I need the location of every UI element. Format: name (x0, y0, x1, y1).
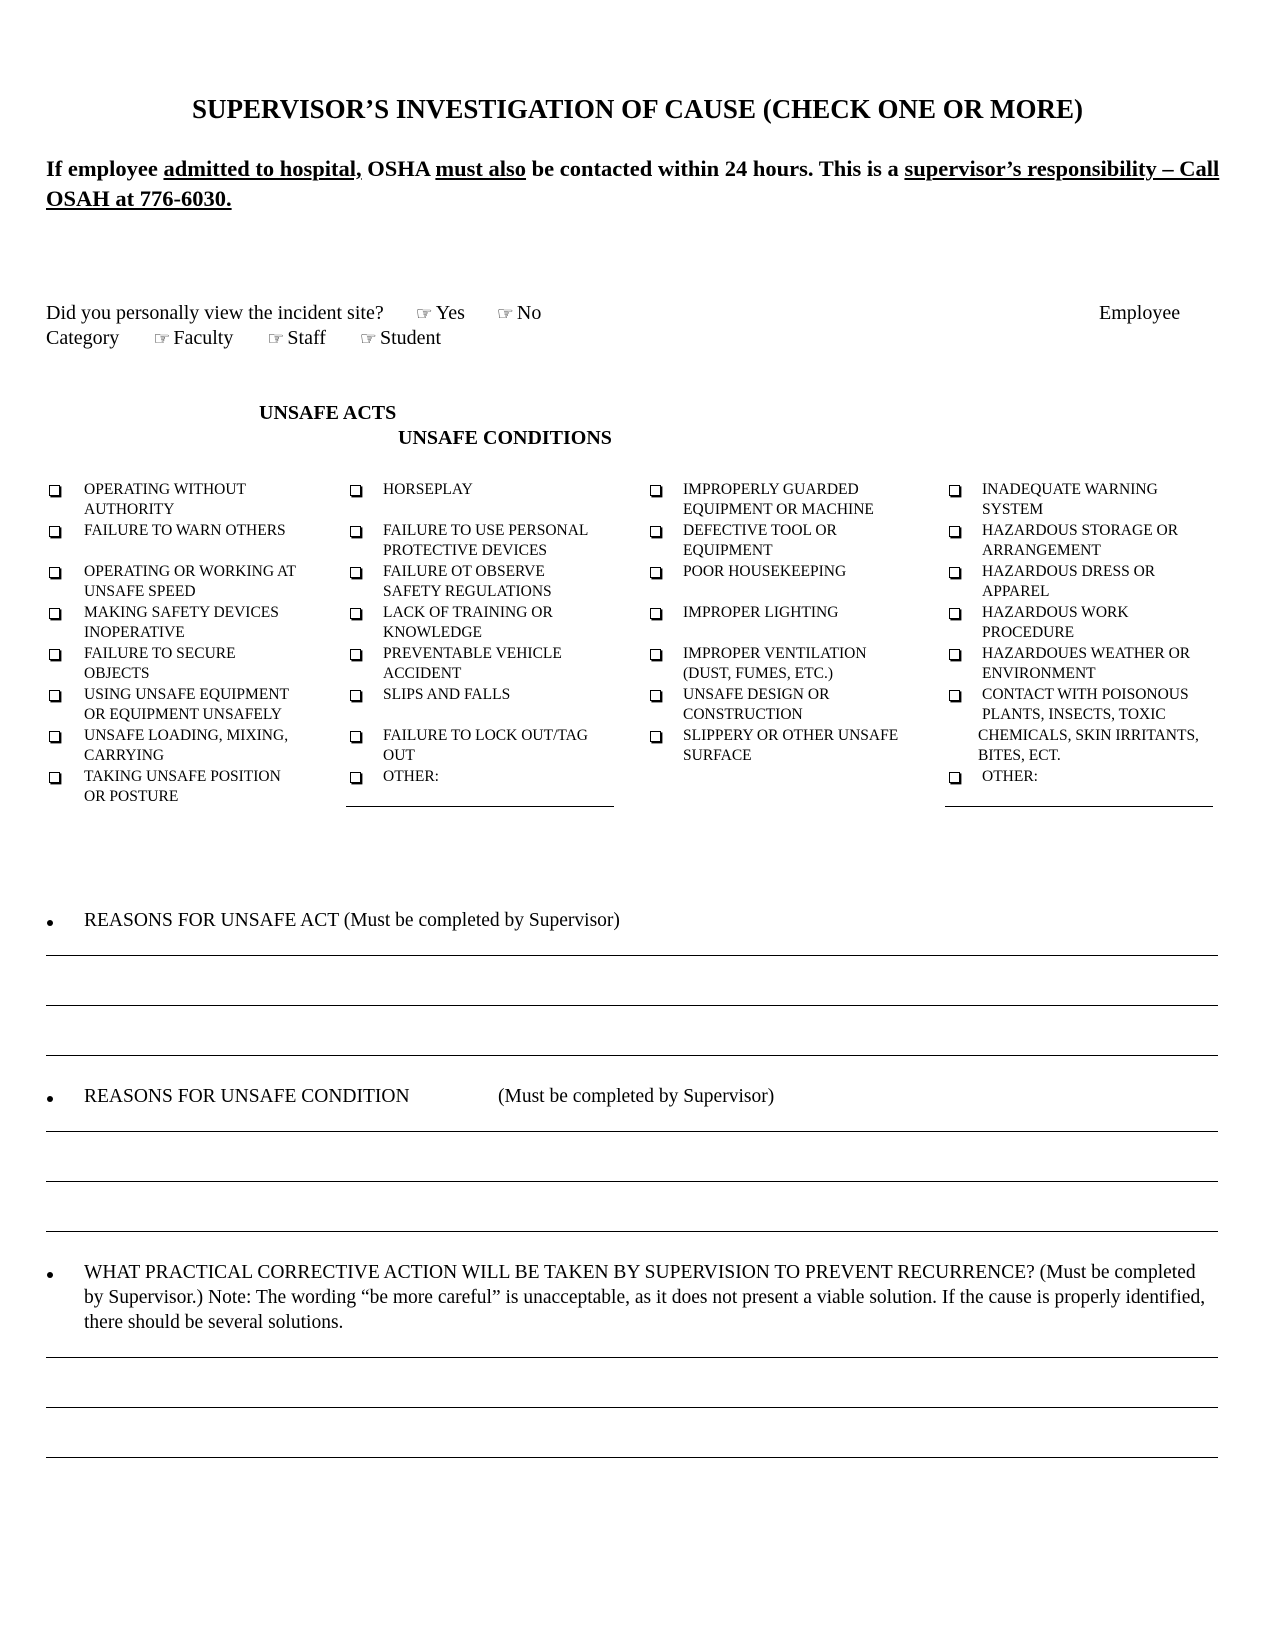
checklist-item: HORSEPLAY (383, 481, 473, 498)
option-label: Staff (287, 327, 326, 349)
checklist-item: INADEQUATE WARNING SYSTEM (982, 481, 1158, 518)
checklist-item: OPERATING OR WORKING AT UNSAFE SPEED (84, 563, 296, 600)
checklist-item: HAZARDOUS DRESS OR APPAREL (982, 563, 1156, 600)
checklist-item: UNSAFE DESIGN OR CONSTRUCTION (683, 686, 830, 723)
hospital-notice (46, 154, 1236, 214)
checkbox[interactable] (650, 567, 661, 578)
hand-pointer-icon: ☞ (359, 329, 377, 350)
reasons-condition-line[interactable] (46, 1181, 1218, 1182)
checkbox[interactable] (49, 485, 60, 496)
form-title: SUPERVISOR’S INVESTIGATION OF CAUSE (CHECK ONE OR MORE) (192, 94, 1083, 124)
checkbox[interactable] (49, 731, 60, 742)
bullet (47, 1272, 53, 1278)
checklist-item: UNSAFE LOADING, MIXING, CARRYING (84, 727, 289, 764)
unsafe-conditions-heading: UNSAFE CONDITIONS (398, 427, 612, 449)
checklist-item-continuation: CHEMICALS, SKIN IRRITANTS, BITES, ECT. (978, 727, 1199, 764)
checkbox[interactable] (650, 649, 661, 660)
corrective-action-line[interactable] (46, 1457, 1218, 1458)
checkbox[interactable] (650, 690, 661, 701)
reasons-condition-line[interactable] (46, 1131, 1218, 1132)
notice-underlined-text: must also (435, 156, 527, 181)
bullet (47, 920, 53, 926)
notice-underlined-text: supervisor’s responsibility – Call OSAH at 776-6030. (46, 156, 1220, 211)
reasons-condition-line[interactable] (46, 1231, 1218, 1232)
corrective-action-line[interactable] (46, 1407, 1218, 1408)
notice-text: If employee (46, 156, 164, 181)
site-view-no-option[interactable] (497, 302, 542, 324)
checklist-item: TAKING UNSAFE POSITION OR POSTURE (84, 768, 281, 805)
checkbox[interactable] (350, 567, 361, 578)
checkbox[interactable] (350, 649, 361, 660)
checkbox[interactable] (949, 772, 960, 783)
option-label: Yes (435, 302, 465, 324)
other-acts-blank-line[interactable] (346, 806, 614, 807)
site-view-row (46, 302, 541, 325)
checkbox[interactable] (650, 526, 661, 537)
checklist-item: OPERATING WITHOUT AUTHORITY (84, 481, 247, 518)
checkbox[interactable] (49, 526, 60, 537)
checkbox[interactable] (949, 485, 960, 496)
site-view-question: Did you personally view the incident site? (46, 302, 384, 324)
checklist-item: CONTACT WITH POISONOUS PLANTS, INSECTS, TOXIC (982, 686, 1189, 723)
checkbox[interactable] (350, 526, 361, 537)
option-label: Faculty (173, 327, 234, 349)
checkbox[interactable] (949, 649, 960, 660)
checkbox[interactable] (350, 690, 361, 701)
checklist-item: SLIPPERY OR OTHER UNSAFE SURFACE (683, 727, 899, 764)
checklist-item: LACK OF TRAINING OR KNOWLEDGE (383, 604, 553, 641)
hand-pointer-icon: ☞ (153, 329, 171, 350)
checklist-item: HAZARDOUS WORK PROCEDURE (982, 604, 1129, 641)
checklist-item: SLIPS AND FALLS (383, 686, 511, 703)
hand-pointer-icon: ☞ (267, 329, 285, 350)
option-label: Student (379, 327, 442, 349)
checklist-item: FAILURE TO WARN OTHERS (84, 522, 286, 539)
checkbox[interactable] (350, 608, 361, 619)
unsafe-acts-heading: UNSAFE ACTS (259, 402, 397, 424)
checkbox[interactable] (650, 608, 661, 619)
checklist-item: IMPROPERLY GUARDED EQUIPMENT OR MACHINE (683, 481, 874, 518)
checkbox[interactable] (49, 772, 60, 783)
bullet (47, 1096, 53, 1102)
checklist-item: PREVENTABLE VEHICLE ACCIDENT (383, 645, 562, 682)
checklist-item: FAILURE TO LOCK OUT/TAG OUT (383, 727, 588, 764)
checklist-item: HAZARDOUS STORAGE OR ARRANGEMENT (982, 522, 1179, 559)
category-staff-option[interactable] (267, 327, 326, 349)
checkbox[interactable] (350, 731, 361, 742)
category-row (46, 327, 441, 350)
checklist-item: OTHER: (383, 768, 439, 785)
hand-pointer-icon: ☞ (496, 304, 514, 325)
checkbox[interactable] (350, 485, 361, 496)
checkbox[interactable] (949, 608, 960, 619)
checklist-item: POOR HOUSEKEEPING (683, 563, 847, 580)
corrective-action-line[interactable] (46, 1357, 1218, 1358)
checkbox[interactable] (350, 772, 361, 783)
reasons-condition-label: REASONS FOR UNSAFE CONDITION (84, 1086, 410, 1107)
reasons-act-line[interactable] (46, 955, 1218, 956)
checklist-item: FAILURE TO USE PERSONAL PROTECTIVE DEVICES (383, 522, 589, 559)
hand-pointer-icon: ☞ (415, 304, 433, 325)
checklist-item: HAZARDOUES WEATHER OR ENVIRONMENT (982, 645, 1191, 682)
reasons-act-line[interactable] (46, 1005, 1218, 1006)
site-view-yes-option[interactable] (416, 302, 465, 324)
notice-underlined-text: admitted to hospital, (163, 156, 362, 181)
checklist-item: IMPROPER LIGHTING (683, 604, 839, 621)
category-student-option[interactable] (360, 327, 441, 349)
checklist-item: FAILURE TO SECURE OBJECTS (84, 645, 236, 682)
category-label: Category (46, 327, 120, 349)
checklist-item: MAKING SAFETY DEVICES INOPERATIVE (84, 604, 279, 641)
checkbox[interactable] (949, 690, 960, 701)
other-conditions-blank-line[interactable] (945, 806, 1213, 807)
category-faculty-option[interactable] (153, 327, 233, 349)
checklist-item: OTHER: (982, 768, 1038, 785)
option-label: No (516, 302, 542, 324)
checkbox[interactable] (49, 649, 60, 660)
reasons-act-label: REASONS FOR UNSAFE ACT (Must be completed by Supervisor) (84, 910, 620, 931)
checkbox[interactable] (49, 608, 60, 619)
checkbox[interactable] (650, 485, 661, 496)
notice-text: be contacted within 24 hours. This is a (526, 156, 905, 181)
checkbox[interactable] (49, 567, 60, 578)
checklist-item: IMPROPER VENTILATION (DUST, FUMES, ETC.) (683, 645, 867, 682)
checkbox[interactable] (650, 731, 661, 742)
reasons-act-line[interactable] (46, 1055, 1218, 1056)
corrective-action-label: WHAT PRACTICAL CORRECTIVE ACTION WILL BE TAKEN BY SUPERVISION TO PREVENT RECURRENCE? (Must be completed by Supervisor.) Note: The wording “be more careful” is unacceptable, as it does not present a viable solution. If the cause is properly identified, there should be several solutions. (84, 1262, 1206, 1333)
checklist-item: DEFECTIVE TOOL OR EQUIPMENT (683, 522, 837, 559)
checkbox[interactable] (949, 567, 960, 578)
checkbox[interactable] (949, 526, 960, 537)
checkbox[interactable] (49, 690, 60, 701)
reasons-condition-note: (Must be completed by Supervisor) (498, 1086, 775, 1107)
employee-label: Employee (1099, 302, 1181, 324)
checklist-item: FAILURE OT OBSERVE SAFETY REGULATIONS (383, 563, 552, 600)
checklist-item: USING UNSAFE EQUIPMENT OR EQUIPMENT UNSAFELY (84, 686, 289, 723)
notice-text: OSHA (361, 156, 436, 181)
